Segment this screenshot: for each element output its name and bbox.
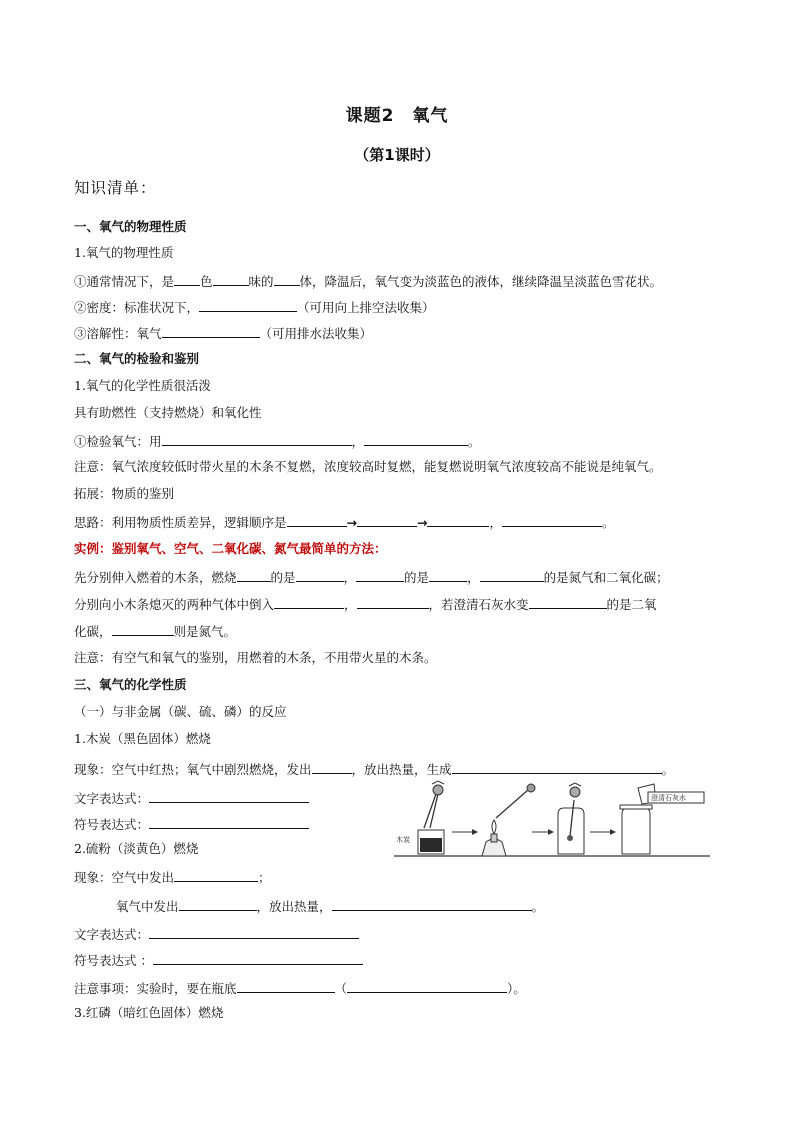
blank-turbid[interactable] [529, 595, 607, 609]
blank-sulfur-product[interactable] [332, 897, 532, 911]
page-subtitle: （第1课时） [354, 146, 440, 164]
sulfur-observation-2: 氧气中发出 ，放出热量， 。 [116, 899, 545, 914]
sulfur-notes: 注意事项：实验时，要在瓶底 （ ）。 [74, 981, 526, 996]
blank-condition-3[interactable] [480, 568, 544, 582]
section-3-heading: 三、氧气的化学性质 [74, 677, 187, 692]
example-line-2: 分别向小木条熄灭的两种气体中倒入 ， ，若澄清石灰水变 的是二氧 [74, 597, 657, 612]
note-line-2: 注意：有空气和氧气的鉴别，用燃着的木条，不用带火星的木条。 [74, 650, 437, 665]
blank-no-change[interactable] [112, 622, 174, 636]
sulfur-observation-1: 现象：空气中发出 ； [74, 870, 271, 885]
blank-order-2[interactable] [357, 513, 417, 527]
blank-charcoal-symbol[interactable] [149, 815, 309, 829]
note-line: 注意：氧气浓度较低时带火星的木条不复燃，浓度较高时复燃，能复燃说明氧气浓度较高不能说是纯氧气。 [74, 459, 662, 474]
blank-charcoal-word[interactable] [149, 789, 309, 803]
sulfur-symbol-equation: 符号表达式 ： [74, 951, 363, 969]
charcoal-heading: 1.木炭（黑色固体）燃烧 [74, 731, 211, 746]
blank-reagent-1[interactable] [274, 595, 344, 609]
arrow-right-icon [590, 829, 616, 835]
stage-3-oxygen-bottle [558, 783, 584, 854]
knowledge-list-heading: 知识清单： [74, 179, 157, 197]
example-heading: 实例：鉴别氧气、空气、二氧化碳、氮气最简单的方法： [74, 541, 387, 556]
blank-order-1[interactable] [287, 513, 347, 527]
oxygen-test-line: ①检验氧气：用 ， 。 [74, 434, 481, 449]
sulfur-word-equation: 文字表达式： [74, 925, 359, 943]
stage-4-limewater-test [620, 784, 704, 854]
phosphorus-heading: 3.红磷（暗红色固体）燃烧 [74, 1005, 224, 1020]
limewater-label: 澄清石灰水 [651, 794, 686, 802]
blank-density[interactable] [199, 298, 297, 312]
charcoal-symbol-equation: 符号表达式： [74, 815, 309, 833]
section-2-subheading-2: 具有助燃性（支持燃烧）和氧化性 [74, 405, 262, 420]
blank-test-method[interactable] [162, 432, 352, 446]
section-1-heading: 一、氧气的物理性质 [74, 219, 187, 234]
blank-light[interactable] [312, 760, 352, 774]
blank-condition-2[interactable] [356, 568, 404, 582]
section-2-heading: 二、氧气的检验和鉴别 [74, 351, 200, 366]
section-3-subheading: （一）与非金属（碳、硫、磷）的反应 [74, 704, 287, 719]
section-2-subheading: 1.氧气的化学性质很活泼 [74, 378, 211, 393]
charcoal-experiment-figure [394, 780, 714, 862]
blank-gas-1[interactable] [296, 568, 344, 582]
blank-sulfur-oxygen[interactable] [179, 897, 257, 911]
charcoal-label: 木炭 [396, 836, 410, 844]
blank-bottle-bottom[interactable] [237, 979, 335, 993]
blank-solubility[interactable] [162, 324, 260, 338]
page-title: 课题2 氧气 [345, 106, 449, 126]
charcoal-word-equation: 文字表达式： [74, 789, 309, 807]
blank-sulfur-word[interactable] [149, 925, 359, 939]
stage-1-charcoal-in-tongs [418, 781, 444, 854]
sulfur-heading: 2.硫粉（淡黄色）燃烧 [74, 841, 199, 856]
blank-test-result[interactable] [364, 432, 468, 446]
physical-property-line-1: ①通常情况下，是 色 味的 体，降温后，氧气变为淡蓝色的液体，继续降温呈淡蓝色雪花状。 [74, 274, 663, 289]
blank-gas-2[interactable] [429, 568, 467, 582]
arrow-right-icon [452, 829, 478, 835]
blank-state[interactable] [274, 272, 300, 286]
blank-order-3[interactable] [427, 513, 489, 527]
charcoal-observation: 现象：空气中红热；氧气中剧烈燃烧，发出 ，放出热量，生成 。 [74, 762, 675, 777]
arrow-right-icon [532, 829, 554, 835]
blank-sulfur-symbol[interactable] [153, 951, 363, 965]
stage-2-alcohol-lamp [482, 784, 535, 856]
blank-burn[interactable] [237, 568, 271, 582]
blank-product[interactable] [452, 760, 662, 774]
example-line-1: 先分别伸入燃着的木条，燃烧 的是 ， 的是 ， 的是氮气和二氧化碳； [74, 570, 669, 585]
arrow-right-icon: → [346, 515, 357, 530]
blank-reagent-2[interactable] [357, 595, 429, 609]
blank-reason[interactable] [347, 979, 507, 993]
blank-sulfur-air[interactable] [174, 868, 258, 882]
blank-order-4[interactable] [502, 513, 602, 527]
arrow-right-icon: → [417, 515, 428, 530]
physical-property-line-2: ②密度：标准状况下， （可用向上排空法收集） [74, 300, 435, 315]
extension-line: 拓展：物质的鉴别 [74, 486, 175, 501]
blank-smell[interactable] [213, 272, 249, 286]
example-line-3: 化碳， 则是氮气。 [74, 624, 237, 639]
blank-color[interactable] [174, 272, 200, 286]
logic-order-line: 思路：利用物质性质差异，逻辑顺序是 → → ， 。 [74, 515, 615, 530]
section-1-subheading: 1.氧气的物理性质 [74, 245, 174, 260]
physical-property-line-3: ③溶解性：氧气 （可用排水法收集） [74, 326, 373, 341]
